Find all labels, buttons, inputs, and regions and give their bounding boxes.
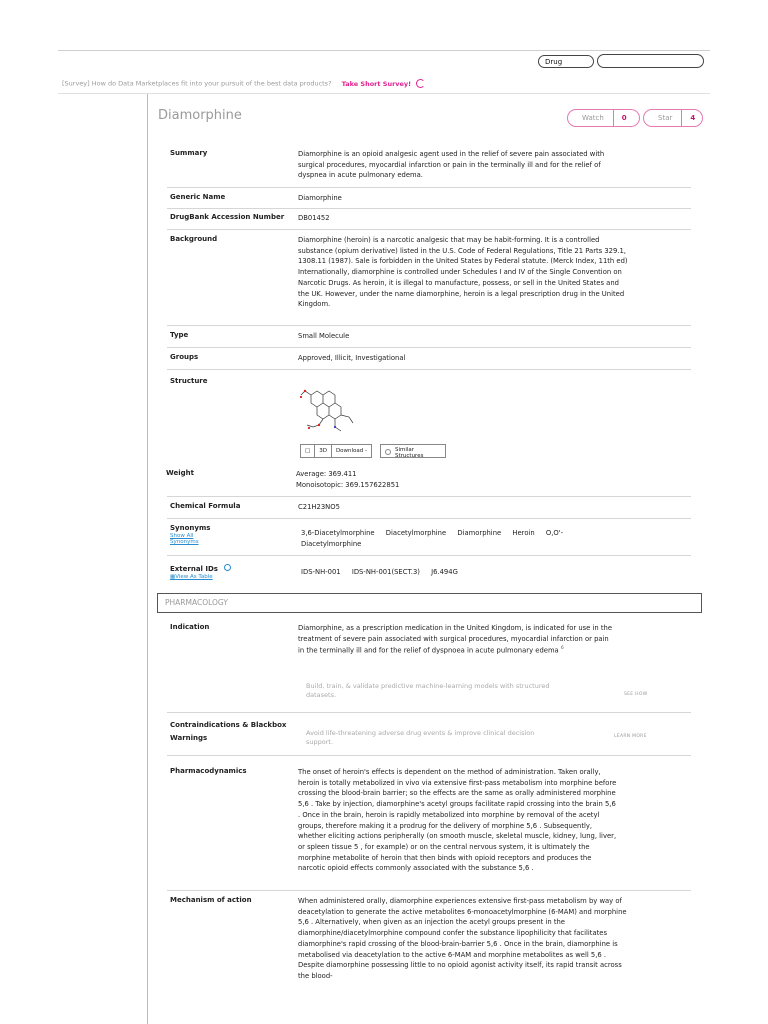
- synonyms-label: [170, 524, 290, 545]
- survey-link[interactable]: Take Short Survey!: [341, 79, 412, 88]
- synonyms-list: [301, 528, 631, 549]
- synonym-item: O,O'-Diacetylmorphine: [301, 529, 564, 548]
- sidebar-border: [147, 94, 148, 1024]
- row-divider: [167, 712, 691, 713]
- weight-value: [296, 469, 626, 490]
- formula-label: Chemical Formula: [170, 502, 241, 510]
- indication-text: Diamorphine, as a prescription medication in the United Kingdom, is indicated for use in the treatment of severe pain associated with surgical procedures, myocardial infarction or pain in the terminally ill and for the relief of dyspnoea in acute pulmonary edema: [298, 624, 613, 655]
- similar-structures-button[interactable]: [380, 444, 446, 458]
- mechanism-value: When administered orally, diamorphine experiences extensive first-pass metabolism by way of deacetylation to generate the active metabolites 6-monoacetylmorphine (6-MAM) and morphine 5,6 . Alternatively, when given as an injection the acetyl groups present in the diamorphine/diacetylmorphine compound confer the substance lipophilicity that facilitates diamorphine's rapid crossing of the blood-brain-barrier 5,6 . Once in the brain, diamorphine is metabolised via deacetylation to the active 6-MAM and morphine metabolites as well 5,6 . Despite diamorphine possessing little to no opioid agonist activity itself, its rapid transit across the blood-: [298, 897, 627, 980]
- synonym-item: Heroin: [512, 529, 535, 537]
- external-id-item: J6.494G: [431, 568, 458, 576]
- similar-structures-icon: [385, 449, 391, 455]
- row-divider: [167, 229, 691, 230]
- learn-more-link[interactable]: LEARN MORE: [614, 734, 647, 739]
- formula-value: C21H23NO5: [298, 503, 340, 511]
- synonyms-title: Synonyms: [170, 524, 211, 532]
- structure-2d-icon[interactable]: □: [301, 445, 315, 457]
- watch-count: 0: [613, 110, 635, 126]
- watch-button[interactable]: [567, 109, 640, 127]
- external-id-item: IDS-NH-001(SECT.3): [351, 568, 420, 576]
- indication-value: [298, 623, 616, 656]
- summary-value: Diamorphine is an opioid analgesic agent used in the relief of severe pain associated with surgical procedures, myocardial infarction or pain in the terminally ill and for the relief of dyspnea in acute pulmonary edema.: [298, 150, 605, 180]
- survey-banner: [62, 79, 425, 88]
- survey-text: [Survey] How do Data Marketplaces fit into your pursuit of the best data products?: [62, 79, 332, 88]
- weight-average: Average: 369.411: [296, 470, 357, 478]
- synonym-item: 3,6-Diacetylmorphine: [301, 529, 375, 537]
- type-value: Small Molecule: [298, 332, 350, 340]
- synonym-item: Diamorphine: [457, 529, 502, 537]
- external-ids-title: External IDs: [170, 565, 218, 573]
- top-search-bar: [538, 54, 704, 68]
- pharmacology-section-header[interactable]: PHARMACOLOGY: [157, 593, 702, 613]
- row-divider: [167, 890, 691, 891]
- row-divider: [167, 496, 691, 497]
- show-all-synonyms-link[interactable]: Show All Synonyms: [170, 533, 199, 545]
- star-count: 4: [681, 110, 703, 126]
- summary-label: Summary: [170, 149, 208, 157]
- table-icon: ▦: [170, 574, 176, 580]
- star-button[interactable]: [643, 109, 703, 127]
- synonym-item: Diacetylmorphine: [385, 529, 447, 537]
- weight-monoisotopic: Monoisotopic: 369.157622851: [296, 480, 400, 489]
- generic-name-label: Generic Name: [170, 193, 226, 201]
- background-label: Background: [170, 235, 218, 243]
- watch-label: Watch: [582, 114, 604, 122]
- structure-3d-button[interactable]: 3D: [315, 445, 332, 457]
- row-divider: [167, 208, 691, 209]
- external-ids-list: [301, 567, 631, 578]
- row-divider: [167, 755, 691, 756]
- row-divider: [167, 555, 691, 556]
- indication-reference[interactable]: 6: [560, 646, 564, 652]
- indication-label: Indication: [170, 623, 210, 631]
- groups-label: Groups: [170, 353, 199, 361]
- external-ids-label: [170, 564, 290, 580]
- structure-toolbar: [300, 444, 372, 458]
- generic-name-value: Diamorphine: [298, 194, 342, 202]
- header-divider: [58, 50, 710, 51]
- accession-value: DB01452: [298, 214, 330, 222]
- structure-label: Structure: [170, 377, 208, 385]
- contraindications-label: Contraindications & Blackbox Warnings: [170, 721, 287, 742]
- promo-ade-text: Avoid life-threatening adverse drug events & improve clinical decision support.: [306, 729, 535, 746]
- molecule-structure-image[interactable]: [297, 385, 361, 435]
- row-divider: [167, 325, 691, 326]
- weight-label: Weight: [166, 469, 194, 477]
- row-divider: [167, 187, 691, 188]
- view-as-table-link[interactable]: [170, 574, 290, 580]
- view-as-table-label: View As Table: [175, 574, 213, 580]
- accession-label: DrugBank Accession Number: [170, 213, 285, 221]
- background-value: Diamorphine (heroin) is a narcotic analgesic that may be habit-forming. It is a controlled substance (opium derivative) listed in the U.S. Code of Federal Regulations, Title 21 Parts 329.1, 1308.11 (1987). Sale is forbidden in the United States by Federal statute. (Merck Index, 11th ed) Internationally, diamorphine is controlled under Schedules I and IV of the Single Convention on Narcotic Drugs. As heroin, it is illegal to manufacture, possess, or sell in the United States and the UK. However, under the name diamorphine, heroin is a legal prescription drug in the United Kingdom.: [298, 236, 628, 309]
- external-id-item: IDS-NH-001: [301, 568, 341, 576]
- star-label: Star: [658, 114, 673, 122]
- search-input[interactable]: [597, 54, 704, 68]
- promo-ml-text: Build, train, & validate predictive machine-learning models with structured datasets.: [306, 682, 550, 699]
- row-divider: [167, 518, 691, 519]
- see-how-link[interactable]: SEE HOW: [624, 692, 648, 697]
- search-category-select[interactable]: Drug: [538, 55, 594, 68]
- structure-download-button[interactable]: Download -: [335, 448, 368, 454]
- info-icon[interactable]: [224, 564, 231, 571]
- pharmacodynamics-value: The onset of heroin's effects is dependent on the method of administration. Taken orally, heroin is totally metabolized in vivo via extensive first-pass metabolism into morphine before crossing the blood-brain barrier; so the effects are the same as orally administered morphine 5,6 . Take by injection, diamorphine's acetyl groups facilitate rapid crossing into the brain 5,6 . Once in the brain, heroin is rapidly metabolized into morphine by removal of the acetyl groups, therefore making it a prodrug for the delivery of morphine 5,6 . Subsequently, whether eliciting actions peripherally (on smooth muscle, skeletal muscle, kidney, lung, liver, or spleen tissue 5 , for example) or on the central nervous system, it is ultimately the morphine metabolite of heroin that then binds with opioid receptors and produces the narcotic opioid effects commonly associated with the substance 5,6 .: [298, 768, 617, 873]
- row-divider: [167, 347, 691, 348]
- pharmacodynamics-label: Pharmacodynamics: [170, 767, 247, 775]
- row-divider: [167, 369, 691, 370]
- spinner-icon: [416, 79, 425, 88]
- mechanism-label: Mechanism of action: [170, 896, 252, 904]
- banner-divider: [58, 93, 710, 94]
- groups-value: Approved, Illicit, Investigational: [298, 354, 406, 362]
- page-title: Diamorphine: [158, 108, 242, 123]
- type-label: Type: [170, 331, 189, 339]
- similar-structures-label: Similar Structures: [395, 447, 424, 459]
